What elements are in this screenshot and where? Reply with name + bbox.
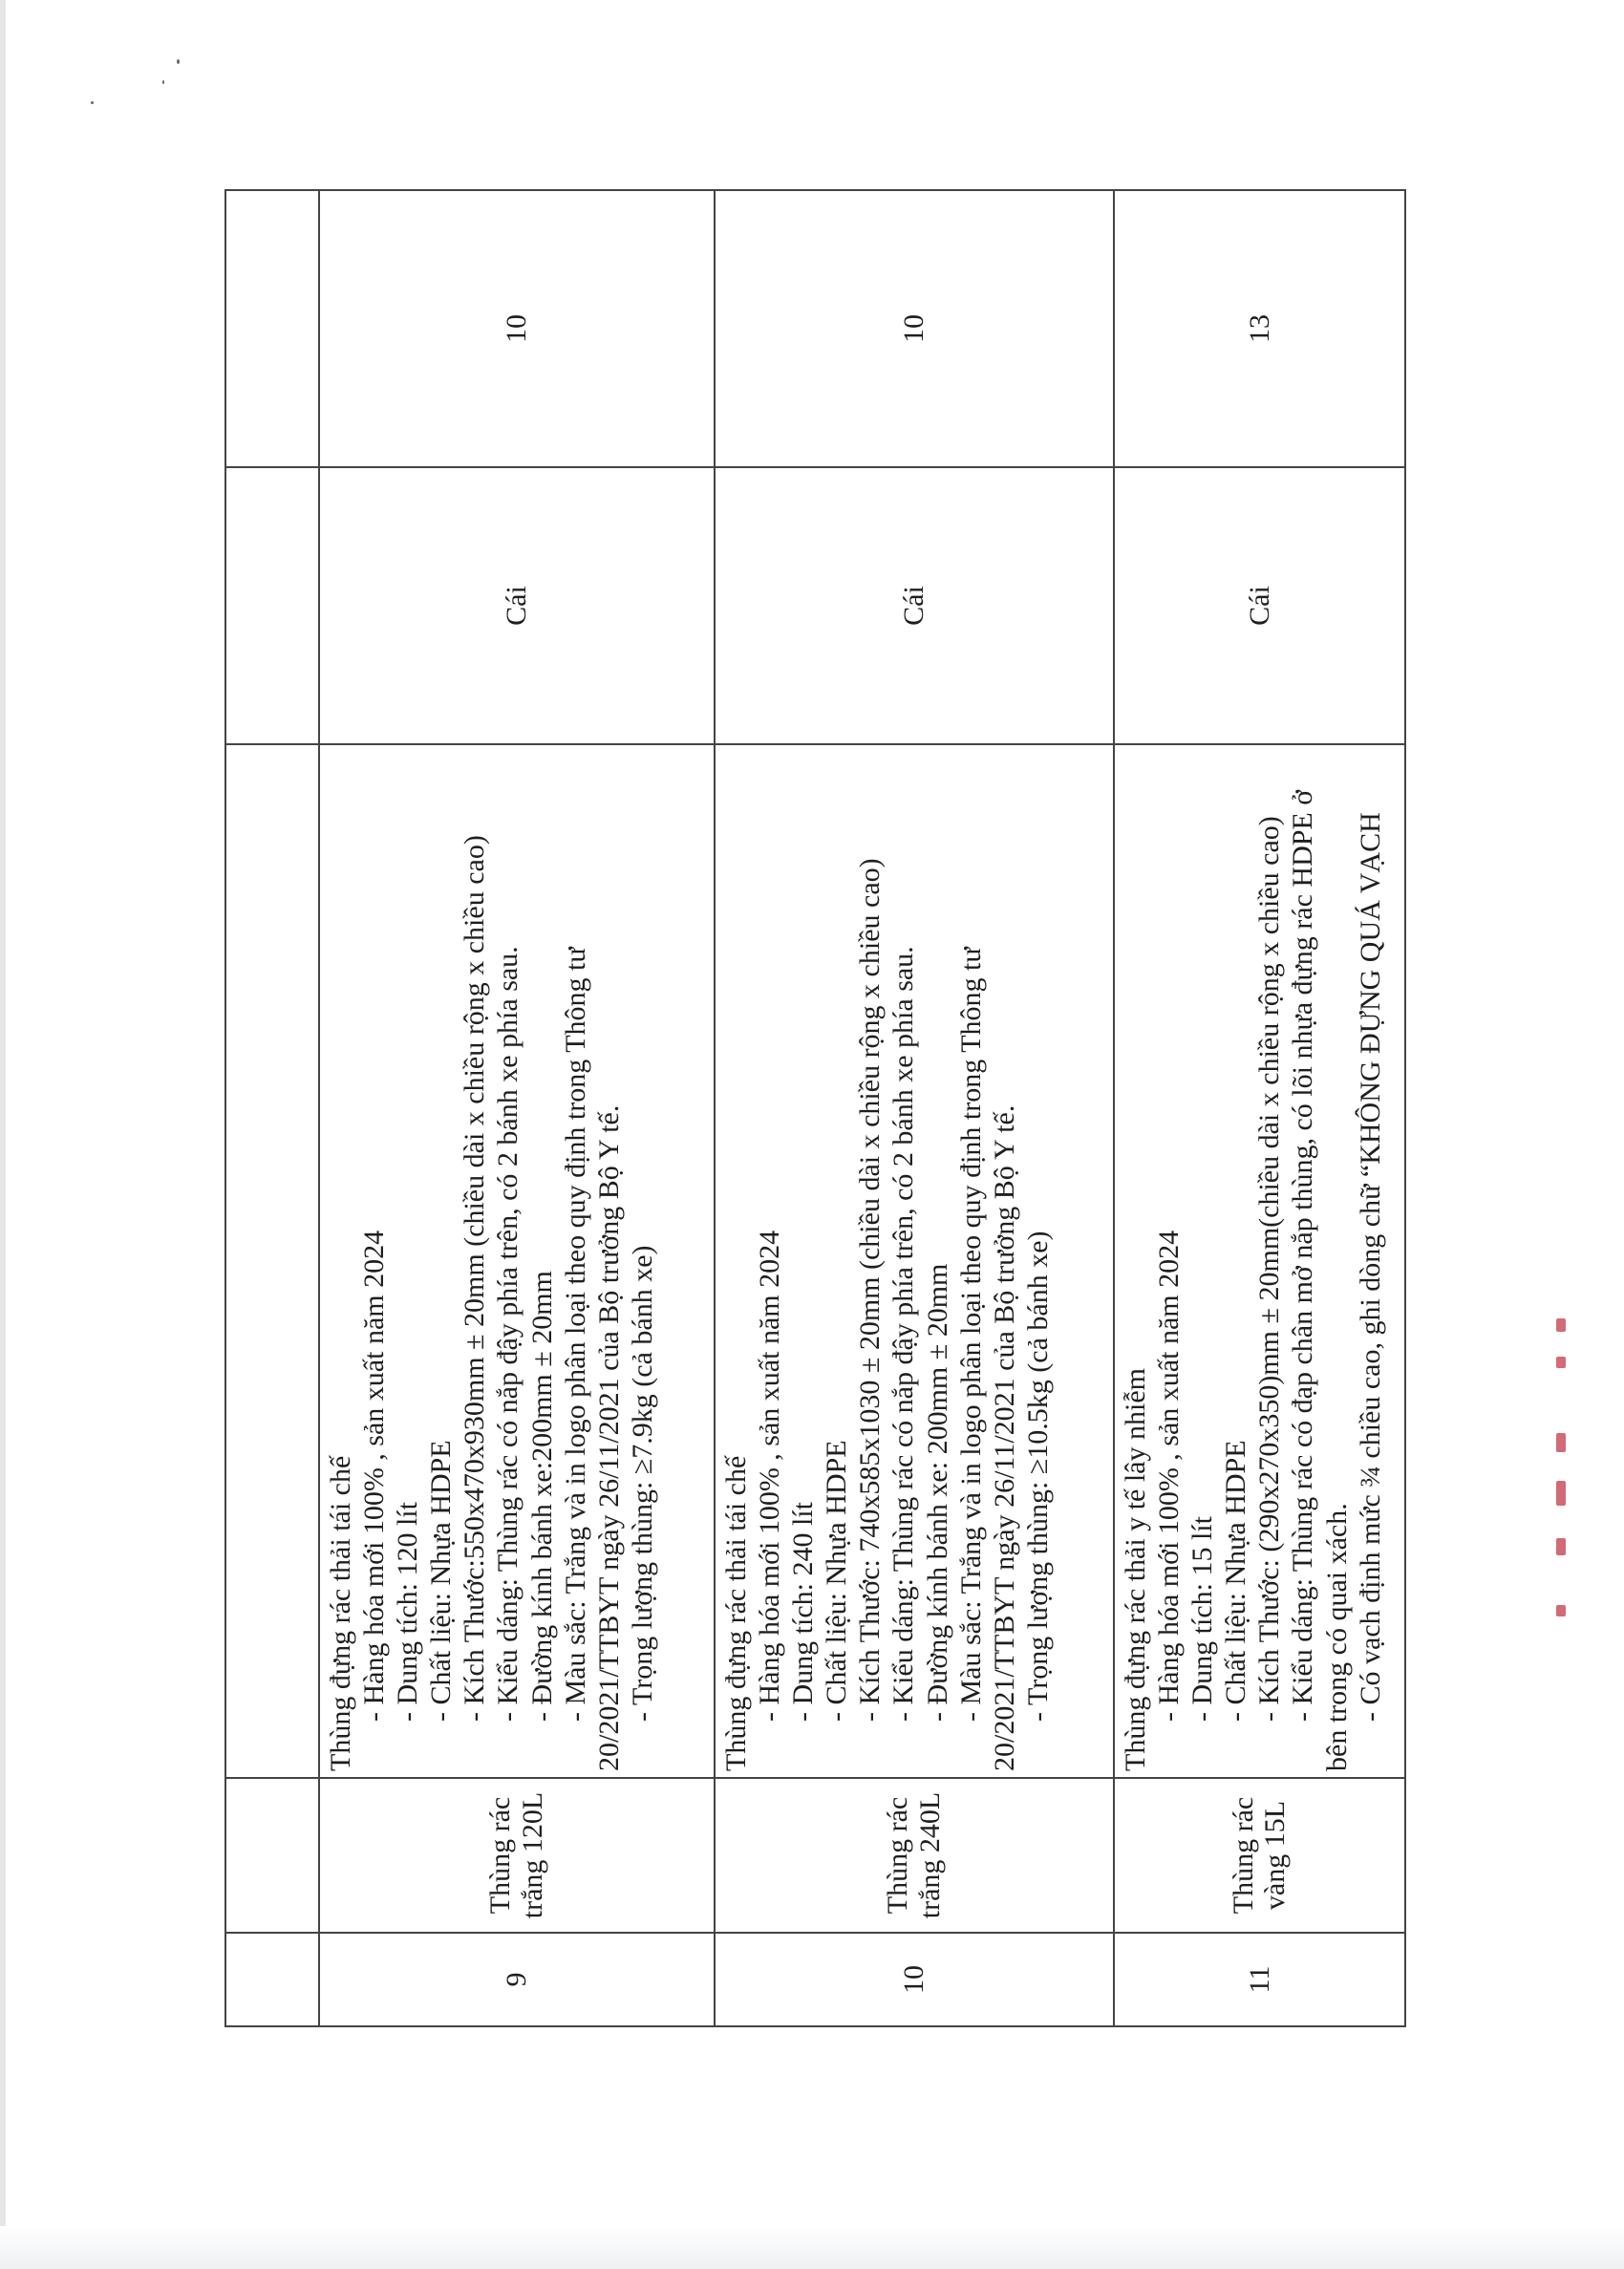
scan-speck xyxy=(177,59,180,64)
desc-line: - Hàng hóa mới 100% , sản xuất năm 2024 xyxy=(1153,1230,1186,1722)
item-name-line: vàng 15L xyxy=(1259,1800,1292,1911)
item-quantity: 10 xyxy=(715,190,1114,467)
desc-line: - Chất liệu: Nhựa HDPE xyxy=(1220,1440,1252,1722)
desc-line: - Hàng hóa mới 100% , sản xuất năm 2024 xyxy=(358,1230,391,1722)
scan-left-edge xyxy=(0,0,6,2269)
desc-line: - Kiểu dáng: Thùng rác có nắp đậy phía trên, có 2 bánh xe phía sau. xyxy=(492,946,524,1722)
desc-line: Thùng đựng rác thải y tế lây nhiễm xyxy=(1120,1368,1151,1771)
empty-cell xyxy=(225,190,319,467)
desc-line: - Dung tích: 15 lít xyxy=(1186,1516,1219,1722)
item-unit: Cái xyxy=(1114,467,1405,744)
item-quantity: 13 xyxy=(1114,190,1405,467)
desc-line: - Có vạch định mức ¾ chiều cao, ghi dòng chữ “KHÔNG ĐỰNG QUÁ VẠCH xyxy=(1354,812,1386,1722)
item-description xyxy=(1114,744,1405,1778)
empty-cell xyxy=(225,467,319,744)
item-name-line: trắng 240L xyxy=(913,1791,946,1919)
desc-line: - Dung tích: 120 lít xyxy=(392,1502,424,1722)
item-name-line: Thùng rác xyxy=(484,1796,517,1915)
scan-speck xyxy=(91,101,94,104)
table-row xyxy=(319,190,715,2026)
desc-line: - Hàng hóa mới 100% , sản xuất năm 2024 xyxy=(754,1230,786,1722)
desc-line: 20/2021/TTBYT ngày 26/11/2021 của Bộ trưởng Bộ Y tế. xyxy=(988,1104,1020,1771)
desc-line: - Kích Thước: 740x585x1030 ± 20mm (chiều dài x chiều rộng x chiều cao) xyxy=(854,858,887,1722)
item-name-line: Thùng rác xyxy=(1227,1796,1259,1915)
item-description xyxy=(319,744,715,1778)
desc-line: - Kiểu dáng: Thùng rác có nắp đậy phía trên, có 2 bánh xe phía sau. xyxy=(887,946,920,1722)
desc-line: - Màu sắc: Trắng và in logo phân loại theo quy định trong Thông tư xyxy=(954,947,987,1722)
empty-cell xyxy=(225,744,319,1778)
desc-line: - Kiểu dáng: Thùng rác có đạp chân mở nắp thùng, có lõi nhựa đựng rác HDPE ở xyxy=(1287,789,1319,1722)
item-description xyxy=(715,744,1114,1778)
desc-line: - Đường kính bánh xe: 200mm ± 20mm xyxy=(921,1263,953,1722)
desc-line: - Chất liệu: Nhựa HDPE xyxy=(821,1440,853,1722)
desc-line: - Màu sắc: Trắng và in logo phân loại theo quy định trong Thông tư xyxy=(559,947,591,1722)
equipment-spec-table xyxy=(224,189,1406,2027)
item-name xyxy=(1114,1778,1405,1933)
scan-speck xyxy=(162,80,164,84)
item-number: 10 xyxy=(715,1933,1114,2026)
table-row xyxy=(715,190,1114,2026)
desc-line: - Trọng lượng thùng: ≥10.5kg (cả bánh xe) xyxy=(1021,1231,1054,1722)
table-row xyxy=(1114,190,1405,2026)
table-row-top xyxy=(225,190,319,2026)
desc-line: - Trọng lượng thùng: ≥7.9kg (cả bánh xe) xyxy=(626,1245,658,1722)
item-name xyxy=(715,1778,1114,1933)
item-quantity: 10 xyxy=(319,190,715,467)
empty-cell xyxy=(225,1933,319,2026)
desc-line: 20/2021/TTBYT ngày 26/11/2021 của Bộ trưởng Bộ Y tế. xyxy=(592,1104,625,1771)
item-unit: Cái xyxy=(715,467,1114,744)
desc-line: - Đường kính bánh xe:200mm ± 20mm xyxy=(525,1271,558,1722)
item-number: 11 xyxy=(1114,1933,1405,2026)
empty-cell xyxy=(225,1778,319,1933)
desc-line: - Kích Thước:550x470x930mm ± 20mm (chiều dài x chiều rộng x chiều cao) xyxy=(459,835,491,1722)
desc-line: - Chất liệu: Nhựa HDPE xyxy=(425,1440,458,1722)
item-name-line: Thùng rác xyxy=(882,1796,914,1915)
item-name xyxy=(319,1778,715,1933)
item-number: 9 xyxy=(319,1933,715,2026)
desc-line: Thùng đựng rác thải tái chế xyxy=(720,1455,752,1771)
desc-line: - Dung tích: 240 lít xyxy=(787,1502,820,1722)
item-name-line: trắng 120L xyxy=(516,1791,548,1919)
desc-line: bên trong có quai xách. xyxy=(1320,1503,1353,1771)
scan-bottom-edge xyxy=(0,2226,1624,2269)
item-unit: Cái xyxy=(319,467,715,744)
desc-line: - Kích Thước: (290x270x350)mm ± 20mm(chiều dài x chiều rộng x chiều cao) xyxy=(1253,816,1286,1722)
red-stamp-marks xyxy=(1556,1318,1579,1643)
desc-line: Thùng đựng rác thải tái chế xyxy=(325,1455,356,1771)
